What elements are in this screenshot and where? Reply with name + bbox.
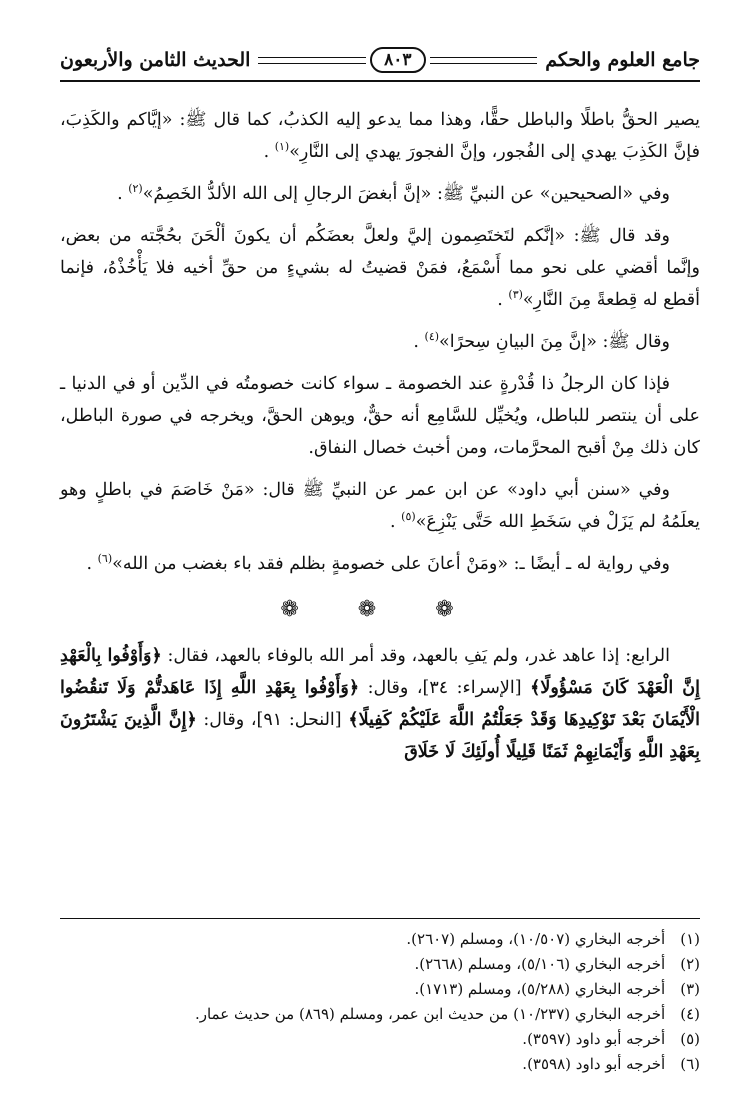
paragraph-fourth: الرابع: إذا عاهد غدر، ولم يَفِ بالعهد، وقد أمر الله بالوفاء بالعهد، فقال: ﴿وَأَوْفُوا بِالْعَهْدِ إِنَّ الْعَهْدَ كَانَ مَسْؤُولًا﴾ [الإسراء: ٣٤]، وقال: ﴿وَأَوْفُوا بِعَهْدِ اللَّهِ إِذَا عَاهَدتُّمْ وَلَا تَنقُضُوا الْأَيْمَانَ بَعْدَ تَوْكِيدِهَا وَقَدْ جَعَلْتُمُ اللَّهَ عَلَيْكُمْ كَفِيلًا﴾ [النحل: ٩١]، وقال: ﴿إِنَّ الَّذِينَ يَشْتَرُونَ بِعَهْدِ اللَّهِ وَأَيْمَانِهِمْ ثَمَنًا قَلِيلًا أُولَئِكَ لَا خَلَاقَ (60, 646, 700, 762)
footnote: (٢) أخرجه البخاري (٥/١٠٦)، ومسلم (٢٦٦٨). (414, 955, 700, 973)
paragraph: وقد قال ﷺ: «إنَّكم لتَختَصِمون إليَّ ولعلَّ بعضَكُم أن يكونَ ألْحَنَ بحُجَّته من بعض، وإنَّما أقضي على نحو مما أَسْمَعُ، فمَنْ قضيتُ له بشيءٍ من حقِّ أخيه فلا يَأْخُذْهُ، فإنما أقطع له قِطعةً مِنَ النَّارِ»$^{(٣)}$ . (60, 226, 700, 310)
page-number: ٨٠٣ (370, 47, 425, 73)
footnote: (٣) أخرجه البخاري (٥/٢٨٨)، ومسلم (١٧١٣). (414, 980, 700, 998)
footnote: (٦) أخرجه أبو داود (٣٥٩٨). (522, 1055, 700, 1073)
footnote-ref: (٦) (97, 552, 113, 566)
paragraph: فإذا كان الرجلُ ذا قُدْرةٍ عند الخصومة ـ سواء كانت خصومتُه في الدِّين أو في الدنيا ـ على أن ينتصر للباطل، ويُخيِّل للسَّامِع أنه حقٌّ، ويوهن الحقَّ، ويخرجه في صورة الباطل، كان ذلك مِنْ أقبح المحرَّمات، ومن أخبث خصال النفاق. (60, 374, 700, 458)
header-rule-left (258, 57, 366, 64)
paragraph: وفي رواية له ـ أيضًا ـ: «ومَنْ أعانَ على خصومةٍ بظلم فقد باء بغضب من الله»$^{(٦)}$ . (86, 552, 670, 574)
footnote: (٥) أخرجه أبو داود (٣٥٩٧). (522, 1030, 700, 1048)
main-text (60, 104, 700, 768)
footnote: (٤) أخرجه البخاري (١٠/٢٣٧) من حديث ابن عمر، ومسلم (٨٦٩) من حديث عمار. (194, 1005, 700, 1023)
footnote-ref: (١) (274, 140, 290, 154)
footnote-ref: (٤) (424, 330, 440, 344)
paragraph: وفي «سنن أبي داود» عن ابن عمر عن النبيِّ ﷺ قال: «مَنْ خَاصَمَ في باطلٍ وهو يعلَمُهُ لم يَزَلْ في سَخَطِ الله حَتَّى يَنْزِعَ»$^{(٥)}$ . (60, 480, 700, 532)
header-rule-right (430, 57, 538, 64)
footnote-ref: (٢) (128, 182, 143, 196)
paragraph: وفي «الصحيحين» عن النبيِّ ﷺ: «إنَّ أبغضَ الرجالِ إلى الله الألدُّ الخَصِمُ»$^{(٢)}$ . (117, 182, 670, 204)
footnotes (60, 918, 700, 1077)
verse-reference: [الإسراء: ٣٤]، وقال: (367, 678, 522, 698)
verse-reference: [النحل: ٩١]، وقال: (203, 710, 342, 730)
header-rule-group (250, 47, 545, 73)
quran-verse: ﴿وَأَوْفُوا بِالْعَهْدِ إِنَّ الْعَهْدَ كَانَ مَسْؤُولًا﴾ (60, 646, 700, 698)
quran-verse: ﴿وَأَوْفُوا بِعَهْدِ اللَّهِ إِذَا عَاهَدتُّمْ وَلَا تَنقُضُوا الْأَيْمَانَ بَعْدَ تَوْكِيدِهَا وَقَدْ جَعَلْتُمُ اللَّهَ عَلَيْكُمْ كَفِيلًا﴾ (60, 678, 700, 730)
chapter-title: الحديث الثامن والأربعون (60, 49, 251, 71)
footnote-ref: (٣) (508, 288, 523, 302)
section-divider: ❁ ❁ ❁ (280, 597, 480, 622)
footnote: (١) أخرجه البخاري (١٠/٥٠٧)، ومسلم (٢٦٠٧). (406, 930, 700, 948)
paragraph: وقال ﷺ: «إنَّ مِنَ البيانِ سِحرًا»$^{(٤)}$ . (413, 330, 670, 352)
page (60, 40, 700, 778)
quran-verse: ﴿إِنَّ الَّذِينَ يَشْتَرُونَ بِعَهْدِ اللَّهِ وَأَيْمَانِهِمْ ثَمَنًا قَلِيلًا أُولَئِكَ لَا خَلَاقَ (60, 710, 700, 762)
page-header (60, 40, 700, 82)
book-title: جامع العلوم والحكم (545, 49, 700, 71)
paragraph: يصير الحقُّ باطلًا والباطل حقًّا، وهذا مما يدعو إليه الكذبُ، كما قال ﷺ: «إيَّاكم والكَذِبَ، فإنَّ الكَذِبَ يهدي إلى الفُجور، وإنَّ الفجورَ يهدي إلى النَّارِ»$^{(١)}$ . (60, 110, 700, 162)
footnote-ref: (٥) (401, 510, 416, 524)
